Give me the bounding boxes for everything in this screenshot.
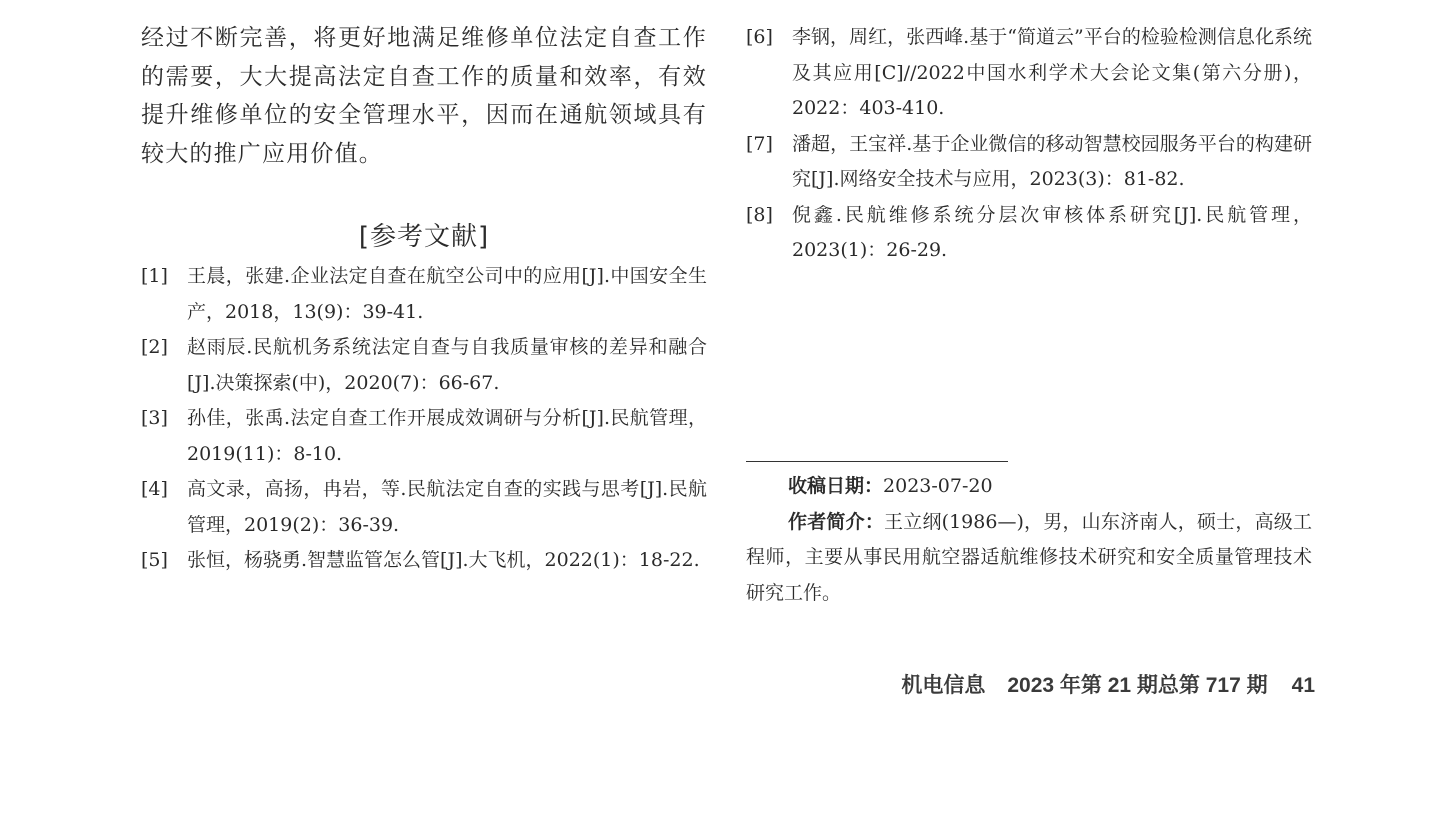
body-paragraph: 经过不断完善，将更好地满足维修单位法定自查工作的需要，大大提高法定自查工作的质量和效率，有效提升维修单位的安全管理水平，因而在通航领域具有较大的推广应用价值。 — [141, 25, 707, 167]
reference-text: 王晨，张建.企业法定自查在航空公司中的应用[J].中国安全生产，2018，13(9)：39-41. — [187, 265, 707, 323]
reference-text: 倪鑫.民航维修系统分层次审核体系研究[J].民航管理，2023(1)：26-29. — [792, 203, 1312, 261]
reference-number: [8] — [746, 203, 773, 226]
reference-text: 潘超，王宝祥.基于企业微信的移动智慧校园服务平台的构建研究[J].网络安全技术与应用，2023(3)：81-82. — [792, 132, 1312, 190]
reference-item — [141, 330, 707, 401]
reference-text: 李钢，周红，张西峰.基于“简道云”平台的检验检测信息化系统及其应用[C]//2022中国水利学术大会论文集(第六分册)，2022：403-410. — [792, 26, 1312, 119]
reference-number: [4] — [141, 478, 168, 500]
received-date: 2023-07-20 — [883, 475, 993, 497]
journal-name: 机电信息 — [901, 674, 986, 697]
reference-number: [6] — [746, 26, 773, 48]
received-date-line — [746, 469, 1312, 505]
reference-text: 张恒，杨骁勇.智慧监管怎么管[J].大飞机，2022(1)：18-22. — [187, 549, 700, 571]
page-footer — [901, 670, 1315, 702]
reference-text: 赵雨辰.民航机务系统法定自查与自我质量审核的差异和融合[J].决策探索(中)，2020(7)：66-67. — [187, 336, 707, 394]
reference-number: [5] — [141, 549, 168, 571]
footnote-divider — [746, 461, 1008, 462]
page-number: 41 — [1291, 674, 1315, 697]
references-heading: [参考文献] — [358, 222, 490, 252]
author-label: 作者简介： — [788, 510, 885, 533]
reference-number: [3] — [141, 407, 168, 429]
reference-number: [7] — [746, 132, 773, 155]
right-column — [746, 0, 1312, 269]
footnote — [746, 469, 1312, 611]
reference-item — [746, 198, 1312, 269]
reference-item — [141, 401, 707, 472]
reference-number: [1] — [141, 265, 168, 287]
reference-item — [746, 20, 1312, 127]
received-label: 收稿日期： — [788, 475, 884, 497]
reference-text: 孙佳，张禹.法定自查工作开展成效调研与分析[J].民航管理，2019(11)：8-10. — [187, 407, 707, 465]
reference-text: 高文录，高扬，冉岩，等.民航法定自查的实践与思考[J].民航管理，2019(2)：36-39. — [187, 478, 707, 536]
reference-item — [141, 543, 707, 579]
left-column — [141, 0, 707, 579]
author-bio: 王立纲(1986—)，男，山东济南人，硕士，高级工程师，主要从事民用航空器适航维修技术研究和安全质量管理技术研究工作。 — [746, 510, 1312, 604]
reference-number: [2] — [141, 336, 168, 358]
reference-item — [141, 259, 707, 330]
reference-item — [746, 127, 1312, 198]
reference-list-left — [141, 259, 707, 579]
reference-item — [141, 472, 707, 543]
author-bio-line — [746, 505, 1312, 612]
reference-list-right — [746, 20, 1312, 269]
issue-info: 2023 年第 21 期总第 717 期 — [1007, 674, 1268, 697]
